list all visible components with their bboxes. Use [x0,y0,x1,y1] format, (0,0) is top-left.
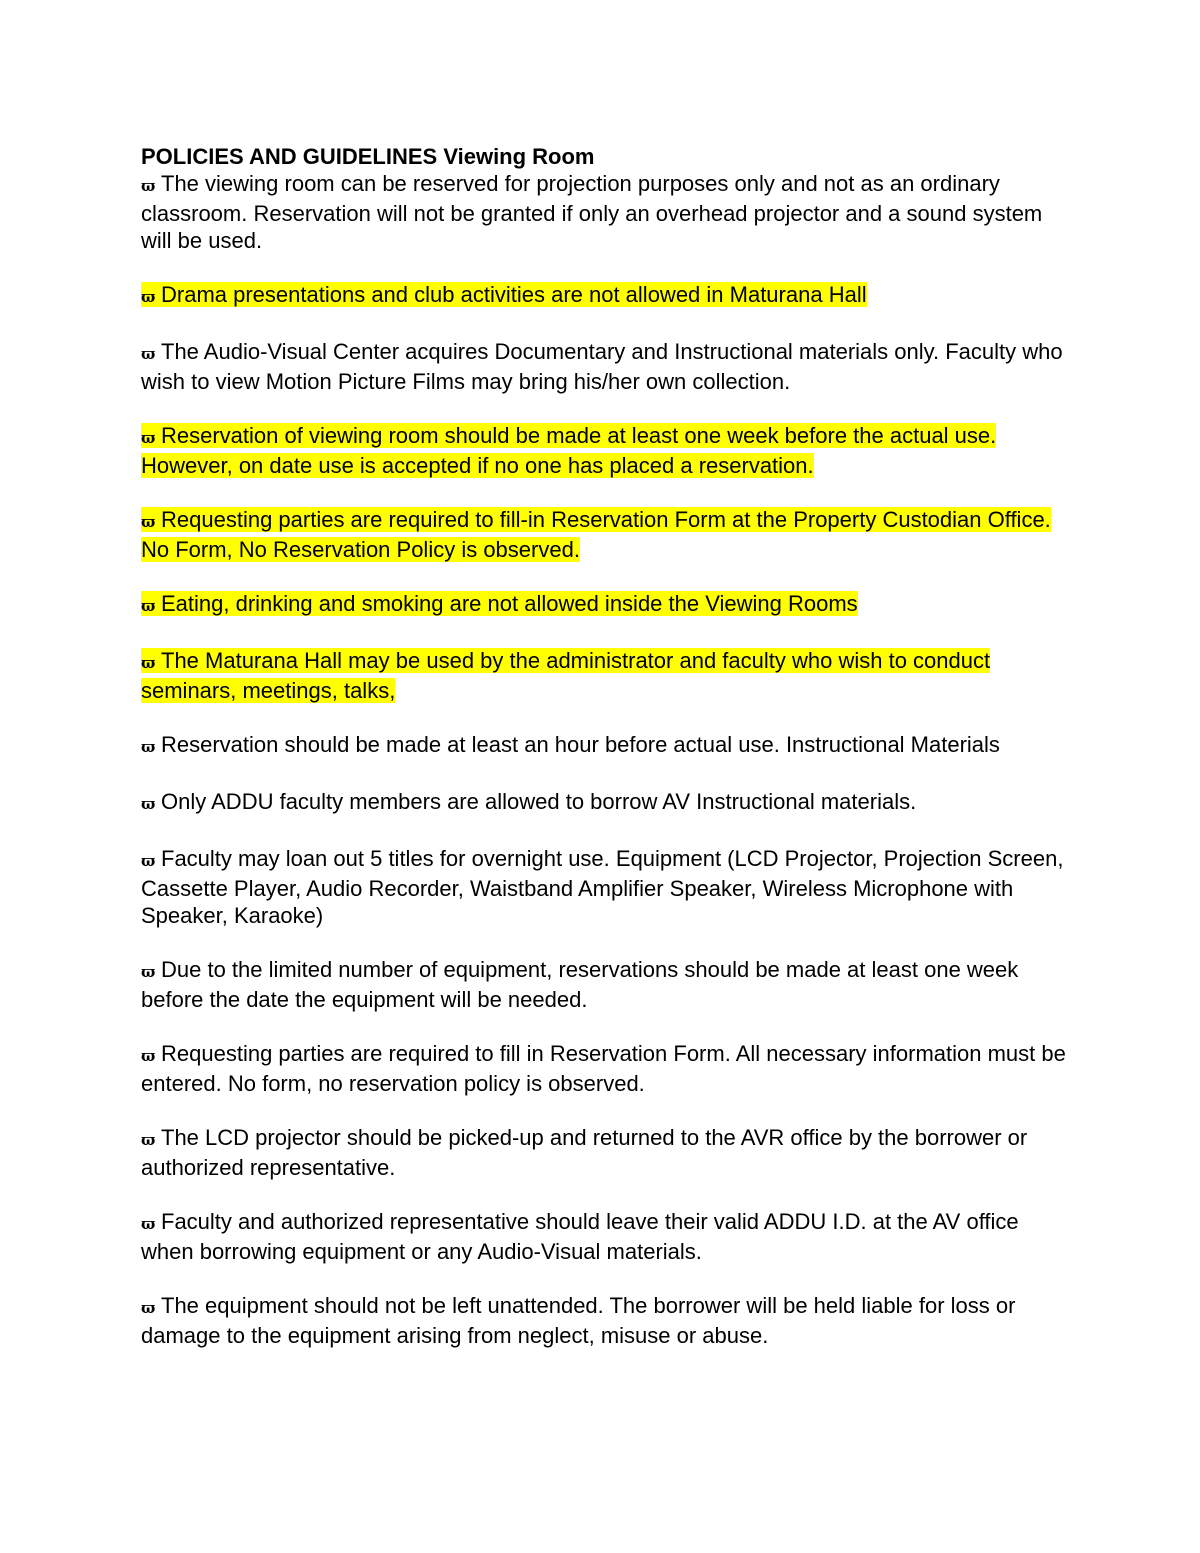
highlighted-text [141,423,996,478]
policy-text: Faculty and authorized representative should leave their valid ADDU I.D. at the AV office when borrowing equipment or any Audio-Visual materials. [141,1209,1019,1264]
highlighted-text [141,591,858,616]
policy-text: Reservation should be made at least an hour before actual use. Instructional Materials [161,732,1000,757]
bullet-icon: ϖ [141,654,156,672]
policy-item [141,281,1071,311]
policy-item [141,506,1071,563]
highlighted-text [141,282,867,307]
policy-item [141,1292,1071,1349]
policy-item [141,1124,1071,1181]
bullet-icon: ϖ [141,1047,156,1065]
policy-text: Due to the limited number of equipment, reservations should be made at least one week before the date the equipment will be needed. [141,957,1019,1012]
policy-text: The Maturana Hall may be used by the administrator and faculty who wish to conduct seminars, meetings, talks, [141,648,991,703]
policy-item [141,1040,1071,1097]
policy-text-wrap [141,1209,1019,1264]
bullet-icon: ϖ [141,1299,156,1317]
policy-text-wrap [141,339,1063,394]
policy-item [141,956,1071,1013]
highlighted-text [141,648,990,703]
policy-text: The viewing room can be reserved for projection purposes only and not as an ordinary classroom. Reservation will not be granted if only an overhead projector and a sound system will be used. [141,171,1043,253]
bullet-icon: ϖ [141,963,156,981]
policy-item [141,422,1071,479]
policy-item [141,647,1071,704]
policy-item [141,845,1071,929]
policy-text-wrap [141,171,1042,253]
bullet-icon: ϖ [141,429,156,447]
document-title: POLICIES AND GUIDELINES Viewing Room [141,144,595,169]
bullet-icon: ϖ [141,177,156,195]
policy-text-wrap [141,1041,1066,1096]
policy-text: Reservation of viewing room should be made at least one week before the actual use. However, on date use is accepted if no one has placed a reservation. [141,423,997,478]
policy-text: Eating, drinking and smoking are not allowed inside the Viewing Rooms [161,591,858,616]
policy-item [141,338,1071,395]
bullet-icon: ϖ [141,1215,156,1233]
policy-text-wrap [141,846,1063,928]
bullet-icon: ϖ [141,345,156,363]
policy-item [141,590,1071,620]
bullet-icon: ϖ [141,513,156,531]
policy-text: The equipment should not be left unattended. The borrower will be held liable for loss or damage to the equipment arising from neglect, misuse or abuse. [141,1293,1016,1348]
bullet-icon: ϖ [141,852,156,870]
policy-text: The LCD projector should be picked-up and returned to the AVR office by the borrower or authorized representative. [141,1125,1028,1180]
policy-item [141,170,1071,254]
bullet-icon: ϖ [141,738,156,756]
policy-item [141,731,1071,761]
policy-text: Only ADDU faculty members are allowed to borrow AV Instructional materials. [161,789,917,814]
policy-text-wrap [141,732,1000,757]
policy-text-wrap [141,957,1018,1012]
policy-list [141,170,1071,1349]
policy-text-wrap [141,1293,1015,1348]
bullet-icon: ϖ [141,795,156,813]
document-body [141,143,1071,1376]
policy-item [141,1208,1071,1265]
policy-text: Drama presentations and club activities are not allowed in Maturana Hall [161,282,867,307]
bullet-icon: ϖ [141,597,156,615]
highlighted-text [141,507,1051,562]
bullet-icon: ϖ [141,288,156,306]
policy-text: Requesting parties are required to fill in Reservation Form. All necessary information must be entered. No form, no reservation policy is observed. [141,1041,1066,1096]
policy-item [141,788,1071,818]
policy-text-wrap [141,789,916,814]
bullet-icon: ϖ [141,1131,156,1149]
policy-text: The Audio-Visual Center acquires Documentary and Instructional materials only. Faculty who wish to view Motion Picture Films may bring his/her own collection. [141,339,1063,394]
policy-text: Requesting parties are required to fill-in Reservation Form at the Property Custodian Office. No Form, No Reservation Policy is observed. [141,507,1051,562]
policy-text: Faculty may loan out 5 titles for overnight use. Equipment (LCD Projector, Projection Screen, Cassette Player, Audio Recorder, Waistband Amplifier Speaker, Wireless Microphone with Speaker, Karaoke) [141,846,1064,928]
policy-text-wrap [141,1125,1027,1180]
